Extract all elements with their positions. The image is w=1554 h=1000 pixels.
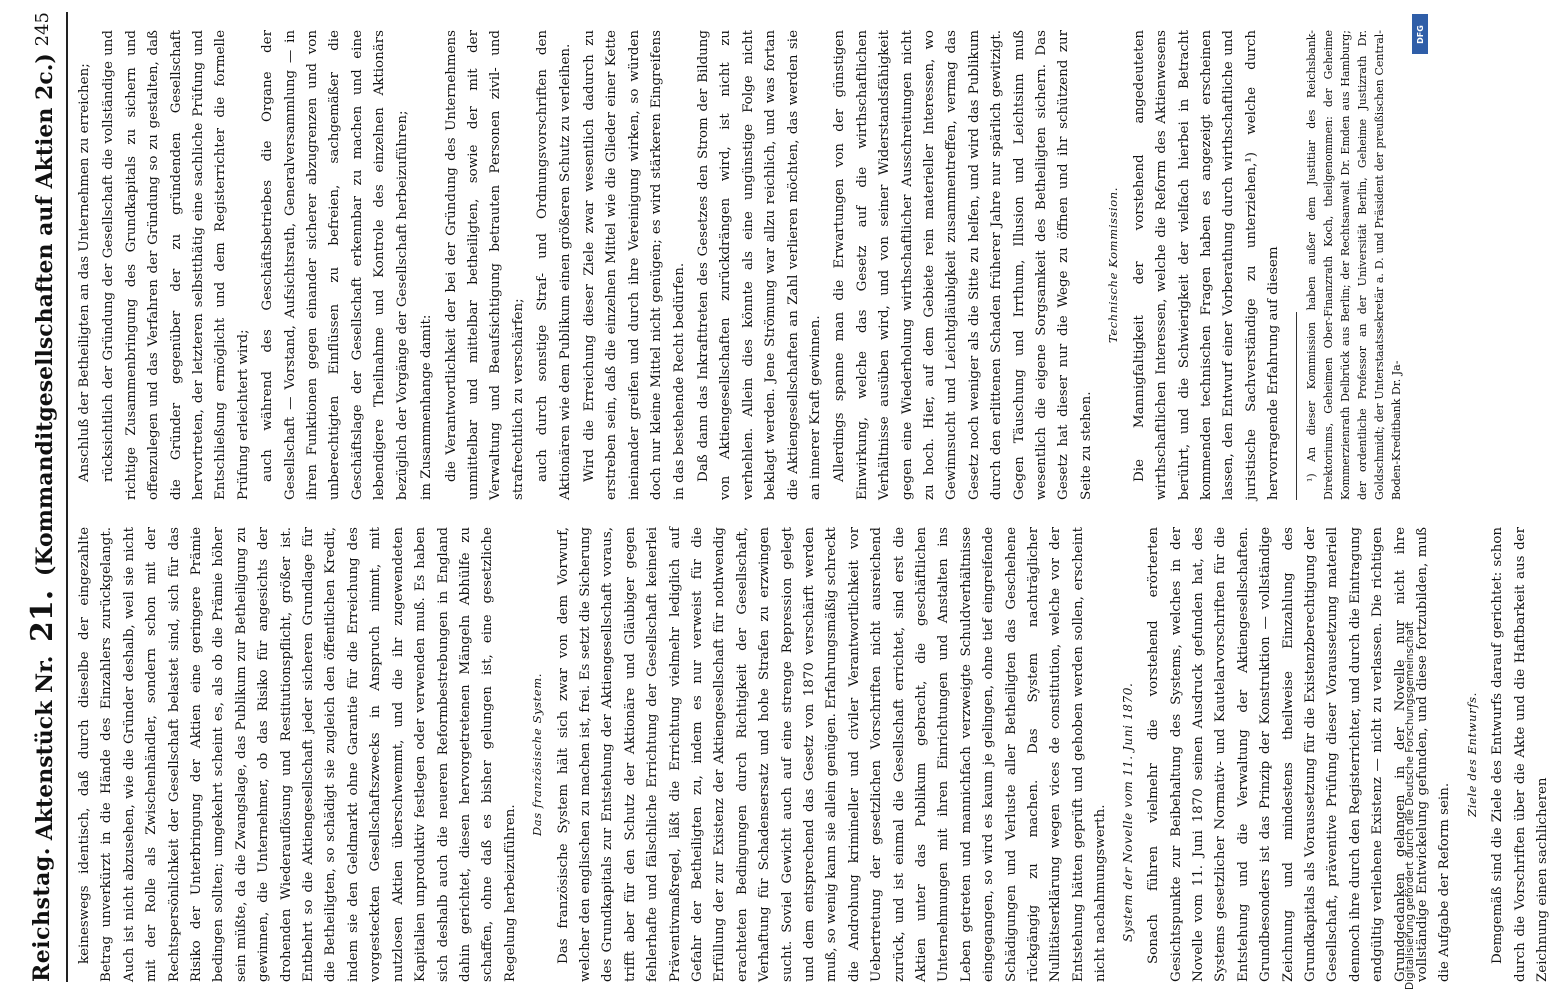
right-paragraph-8: Daß dann das Inkrafttreten des Gesetzes den Strom der Bildung von Aktiengesellschaften zurückdrängen wird, ist nicht zu verhehlen. Allein dies könnte als eine ungünstige Folge nicht beklagt werden. Jene Strömung war allzu reichlich, und was fortan die Aktiengesellschaften an Zahl verlieren möchten, das werden sie an innerer Kraft gewinnen. — [695, 30, 823, 500]
right-paragraph-2: rücksichtlich der Gründung der Gesellschaft die vollständige und richtige Zusammenbringung des Grundkapitals zu sichern und offenzulegen und das Verfahren der Gründung so zu gestalten, daß die Gründer gegenüber der zu gründenden Gesellschaft hervortreten, der letzteren selbstthätig eine sachliche Prüfung und Entschließung ermöglicht und dem Registerrichter die formelle Prüfung erleichtert wird; — [101, 30, 251, 500]
heading-french-system: Das französische System. — [530, 672, 545, 837]
right-paragraph-9: Allerdings spanne man die Erwartungen von der günstigen Einwirkung, welche das Gesetz auf die wirthschaftlichen Verhältnisse ausüben wird, und von seiner Widerstandsfähigkeit gegen eine Wiederholung wirthschaftlicher Ausschreitungen nicht zu hoch. Hier, auf dem Gebiete rein materieller Interessen, wo Gewinnsucht und Leichtgläubigkeit zusammentreffen, vermag das Gesetz noch weniger als die Sitte zu helfen, und wird das Publikum durch den erlittenen Schaden früherer Jahre nur spärlich gewitzigt. Gegen Täuschung und Irrthum, Illusion und Leichtsinn muß wesentlich die eigene Sorgsamkeit des Betheiligten sichern. Das Gesetz hat dieser nur die Wege zu öffnen und ihr schützend zur Seite zu stehen. — [832, 30, 1094, 500]
digitization-credit-text: Digitalisierung gefördert durch die Deutsche Forschungsgemeinschaft — [1404, 621, 1416, 990]
issue-number: 21. — [24, 589, 60, 642]
heading-novelle-system: System der Novelle vom 11. Juni 1870. — [1120, 682, 1135, 942]
right-paragraph-5: die Verantwortlichkeit der bei der Gründung des Unternehmens unmittelbar und mittelbar betheiligten, sowie der mit der Verwaltung und Beaufsichtigung betrauten Personen zivil- und strafrechtlich zu verschärfen; — [443, 30, 526, 500]
right-paragraph-4: im Zusammenhange damit: — [419, 314, 435, 500]
heading-goals: Ziele des Entwurfs. — [1464, 692, 1479, 817]
left-paragraph-1: keineswegs identisch, daß durch dieselbe der eingezahlte Betrag unverkürzt in die Hände des Einzahlers zurückgelangt. Auch ist nicht abzusehen, wie die Gründer deshalb, weil sie nicht mit der Rolle als Zwischenhändler, sondern schon mit der Rechtspersönlichkeit der Gesellschaft belastet sind, sich für das Risiko der Unterbringung der Aktien eine geringere Prämie bedingen sollten; umgekehrt scheint es, als ob die Prämie höher sein müßte, da die Zwangslage, das Publikum zur Betheiligung zu gewinnen, die Unternehmer, ob das Risiko für angesichts der drohenden Wiederauflösung und Restitutionspflicht, größer ist. Entbehrt so die Aktiengesellschaft jeder sicheren Grundlage für die Betheiligten, so schädigt sie zugleich den öffentlichen Kredit, indem sie den Geldmarkt ohne Garantie für die Erreichung des vorgesteckten Gesellschaftszwecks in Anspruch nimmt, mit nutzlosen Aktien überschwemmt, und die ihr zugewendeten Kapitalien unproduktiv festlegen oder verwenden muß. Es haben sich deshalb auch die neueren Reformbestrebungen in England dahin gerichtet, diesen hervorgetretenen Mängeln Abhülfe zu schaffen, ohne daß es bisher gelungen ist, eine gesetzliche Regelung herbeizuführen. — [77, 527, 518, 982]
footnote-divider — [1296, 312, 1297, 500]
header-left: Reichstag. — [29, 847, 55, 982]
digitization-credit — [1398, 0, 1430, 1000]
right-paragraph-3: auch während des Geschäftsbetriebes die Organe der Gesellschaft — Vorstand, Aufsichtsrath, Generalversammlung — in ihren Funktionen gegen einander sicherer abzugrenzen und von unberechtigten Einflüssen zu befreien, sachgemäßer die Geschäftslage der Gesellschaft erkennbar zu machen und eine lebendigere Theilnahme und Kontrole des einzelnen Aktionärs bezüglich der Vorgänge der Gesellschaft herbeizuführen; — [260, 30, 410, 500]
left-paragraph-2: Das französische System hält sich zwar von dem Vorwurf, welcher den englischen zu machen ist, frei. Es setzt die Sicherung des Grundkapitals zur Entstehung der Aktiengesellschaft voraus, trifft aber für den Schutz der Aktionäre und Gläubiger gegen fehlerhafte und fälschliche Errichtung der Gesellschaft keinerlei Präventivmaßregel, läßt die Errichtung vielmehr lediglich auf Gefahr der Betheiligten zu, indem es nur verweist für die Erfüllung der zur Existenz der Aktiengesellschaft für nothwendig erachteten Bedingungen durch Richtigkeit der Gesellschaft, Verhaftung für Schadensersatz und hohe Strafen zu erzwingen sucht. Soviel Gewicht auch auf eine strenge Repression gelegt und dem entsprechend das Gesetz von 1870 verschärft werden muß, so wenig kann sie allein genügen. Erfahrungsmäßig schreckt die Androhung krimineller und civiler Verantwortlichkeit vor Uebertretung der gesetzlichen Vorschriften nicht ausreichend zurück, und ist einmal die Gesellschaft errichtet, sind erst die Aktien unter das Publikum gebracht, die geschäftlichen Unternehmungen mit ihren Einrichtungen und Anstalten ins Leben getreten und mannichfach verzweigte Schuldverhältnisse eingegangen, so wird es kaum je gelingen, ohne tief eingreifende Schädigungen und Verluste aller Betheiligten das Geschehene rückgängig zu machen. Das System nachträglicher Nullitätserklärung wegen vices de constitution, welche vor der Entstehung hätten geprüft und gehoben werden sollen, erscheint nicht nachahmungswerth. — [555, 527, 1109, 982]
right-paragraph-6: auch durch sonstige Straf- und Ordnungsvorschriften den Aktionären wie dem Publikum einen größeren Schutz zu verleihen. — [535, 30, 573, 500]
right-paragraph-7: Wird die Erreichung dieser Ziele zwar wesentlich dadurch zu erstreben sein, daß die einzelnen Mittel wie die Glieder einer Kette ineinander greifen und durch ihre Vereinigung wirken, so würden doch nur kleine Mittel nicht genügen; es wird stärkeren Eingreifens in das bestehende Recht bedürfen. — [581, 30, 687, 500]
header-topic: (Kommanditgesellschaften auf Aktien 2c.) — [31, 53, 58, 577]
heading-technical-commission: Technische Kommission. — [1106, 186, 1121, 344]
left-paragraph-3: Sonach führen vielmehr die vorstehend erörterten Gesichtspunkte zur Beibehaltung des Systems, welches in der Novelle vom 11. Juni 1870 seinen Ausdruck gefunden hat, des Systems gesetzlicher Normativ- und Kautelarvorschriften für die Entstehung und die Verwaltung der Aktiengesellschaften. Grundbesonders ist das Prinzip der Konstruktion — vollständige Zeichnung und mindestens theilweise Einzahlung des Grundkapitals als Voraussetzung für die Existenzberechtigung der Gesellschaft, präventive Prüfung dieser Voraussetzung materiell dennoch ihre durch den Registerrichter, und durch die Eintragung endgültig verliehene Existenz — nicht zu verlassen. Die richtigen Grundgedanken gelangen in der Novelle nur nicht ihre vollständige Entwickelung gefunden, und diese fortzubilden, muß die Aufgabe der Reform sein. — [1146, 527, 1453, 982]
dfg-logo-badge — [1412, 14, 1428, 54]
page-header — [18, 12, 68, 982]
right-paragraph-10: Die Mannigfaltigkeit der vorstehend angedeuteten wirthschaftlichen Interessen, welche die Reform des Aktienwesens berührt, und die Schwierigkeit der vielfach hierbei in Betracht kommenden technischen Fragen haben es angezeigt erscheinen lassen, den Entwurf einer Vorberathung durch wirthschaftliche und juristische Sachverständige zu unterziehen,¹) welche durch hervorragende Erfahrung auf diesem — [1131, 30, 1282, 500]
footnote: ¹) An dieser Kommission haben außer dem Justitiar des Reichsbank-Direktoriums, Geheimen Ober-Finanzrath Koch, theilgenommen: der Geheime Kommerzienrath Delbrück aus Berlin; der Rechtsanwalt Dr. Emden aus Hamburg; der ordentliche Professor an der Universität Berlin, Geheime Justizrath Dr. Goldschmidt; der Unterstaatssekretär a. D. und Präsident der preußischen Central-Boden-Kreditbank Dr. Ja- — [1304, 30, 1403, 500]
left-paragraph-4: Demgemäß sind die Ziele des Entwurfs darauf gerichtet: schon durch die Vorschriften über die Akte und die Haftbarkeit aus der Zeichnung einen sachlicheren — [1490, 527, 1550, 982]
header-doc-type: Aktenstück Nr. — [31, 655, 58, 841]
header-center — [25, 53, 60, 840]
dfg-logo-text: DFG — [1415, 24, 1425, 44]
page-number: 245 — [31, 12, 53, 47]
right-column — [74, 30, 1403, 500]
right-paragraph-1: Anschluß der Betheiligten an das Unternehmen zu erreichen; — [77, 63, 92, 482]
